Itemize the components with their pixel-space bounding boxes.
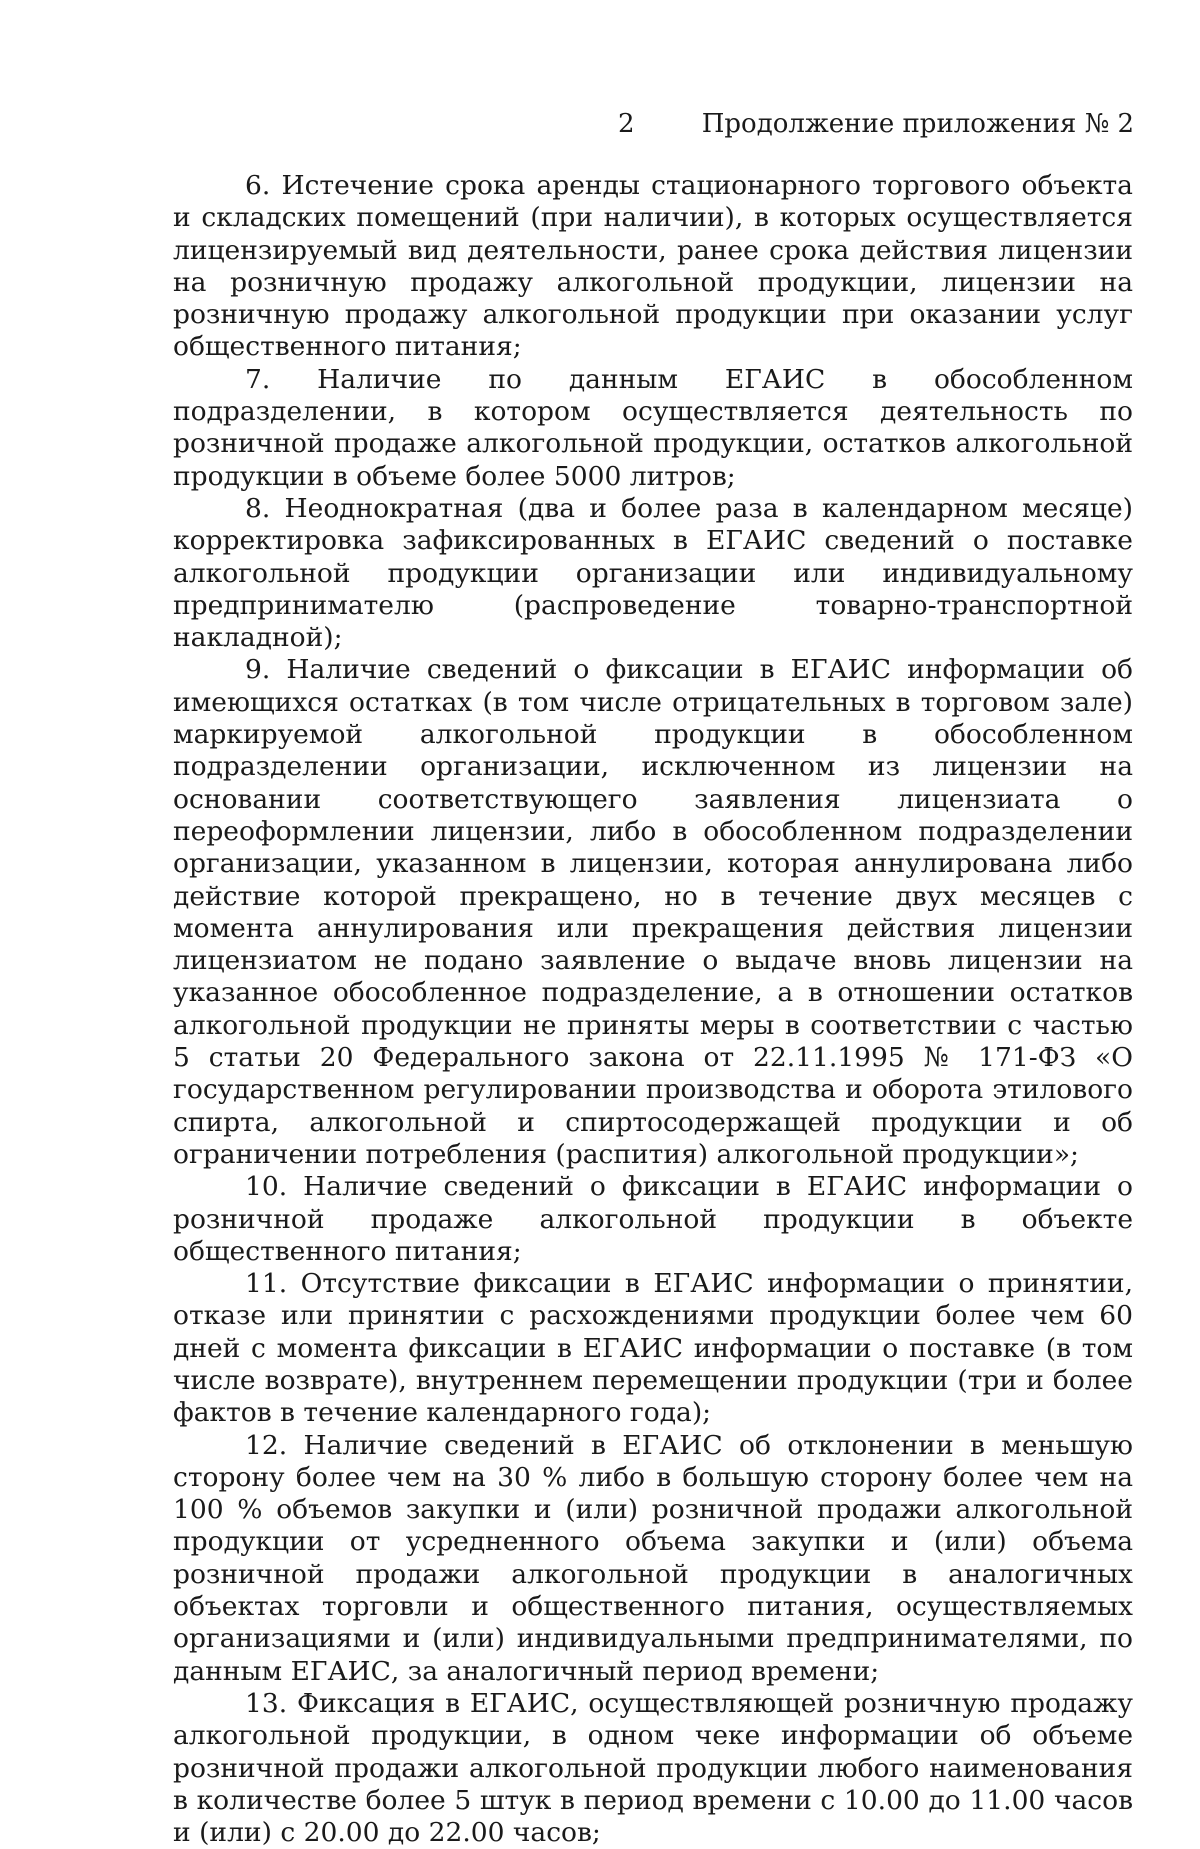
paragraph-item-11: 11. Отсутствие фиксации в ЕГАИС информации о принятии, отказе или принятии с расхождениями продукции более чем 60 дней с момента фиксации в ЕГАИС информации о поставке (в том числе возврате), внутреннем перемещении продукции (три и более фактов в течение календарного года);	[173, 1268, 1133, 1429]
paragraph-item-10: 10. Наличие сведений о фиксации в ЕГАИС информации о розничной продаже алкогольной продукции в объекте общественного питания;	[173, 1171, 1133, 1267]
paragraph-item-9: 9. Наличие сведений о фиксации в ЕГАИС информации об имеющихся остатках (в том числе отрицательных в торговом зале) маркируемой алкогольной продукции в обособленном подразделении организации, исключенном из лицензии на основании соответствующего заявления лицензиата о переоформлении лицензии, либо в обособленном подразделении организации, указанном в лицензии, которая аннулирована либо действие которой прекращено, но в течение двух месяцев с момента аннулирования или прекращения действия лицензии лицензиатом не подано заявление о выдаче вновь лицензии на указанное обособленное подразделение, а в отношении остатков алкогольной продукции не приняты меры в соответствии с частью 5 статьи 20 Федерального закона от 22.11.1995 № 171-ФЗ «О государственном регулировании производства и оборота этилового спирта, алкогольной и спиртосодержащей продукции и об ограничении потребления (распития) алкогольной продукции»;	[173, 654, 1133, 1170]
paragraph-item-8: 8. Неоднократная (два и более раза в календарном месяце) корректировка зафиксированных в ЕГАИС сведений о поставке алкогольной продукции организации или индивидуальному предпринимателю (распроведение товарно-транспортной накладной);	[173, 492, 1133, 654]
document-body	[173, 170, 1133, 1849]
page-number: 2	[618, 109, 635, 139]
appendix-continuation-note: Продолжение приложения № 2	[701, 109, 1134, 139]
paragraph-item-12: 12. Наличие сведений в ЕГАИС об отклонении в меньшую сторону более чем на 30 % либо в большую сторону более чем на 100 % объемов закупки и (или) розничной продажи алкогольной продукции от усредненного объема закупки и (или) объема розничной продажи алкогольной продукции в аналогичных объектах торговли и общественного питания, осуществляемых организациями и (или) индивидуальными предпринимателями, по данным ЕГАИС, за аналогичный период времени;	[173, 1429, 1133, 1687]
paragraph-item-7: 7. Наличие по данным ЕГАИС в обособленном подразделении, в котором осуществляется деятельность по розничной продаже алкогольной продукции, остатков алкогольной продукции в объеме более 5000 литров;	[173, 363, 1133, 492]
paragraph-item-13: 13. Фиксация в ЕГАИС, осуществляющей розничную продажу алкогольной продукции, в одном чеке информации об объеме розничной продажи алкогольной продукции любого наименования в количестве более 5 штук в период времени с 10.00 до 11.00 часов и (или) с 20.00 до 22.00 часов;	[173, 1687, 1133, 1849]
paragraph-item-6: 6. Истечение срока аренды стационарного торгового объекта и складских помещений (при наличии), в которых осуществляется лицензируемый вид деятельности, ранее срока действия лицензии на розничную продажу алкогольной продукции, лицензии на розничную продажу алкогольной продукции при оказании услуг общественного питания;	[173, 170, 1133, 363]
